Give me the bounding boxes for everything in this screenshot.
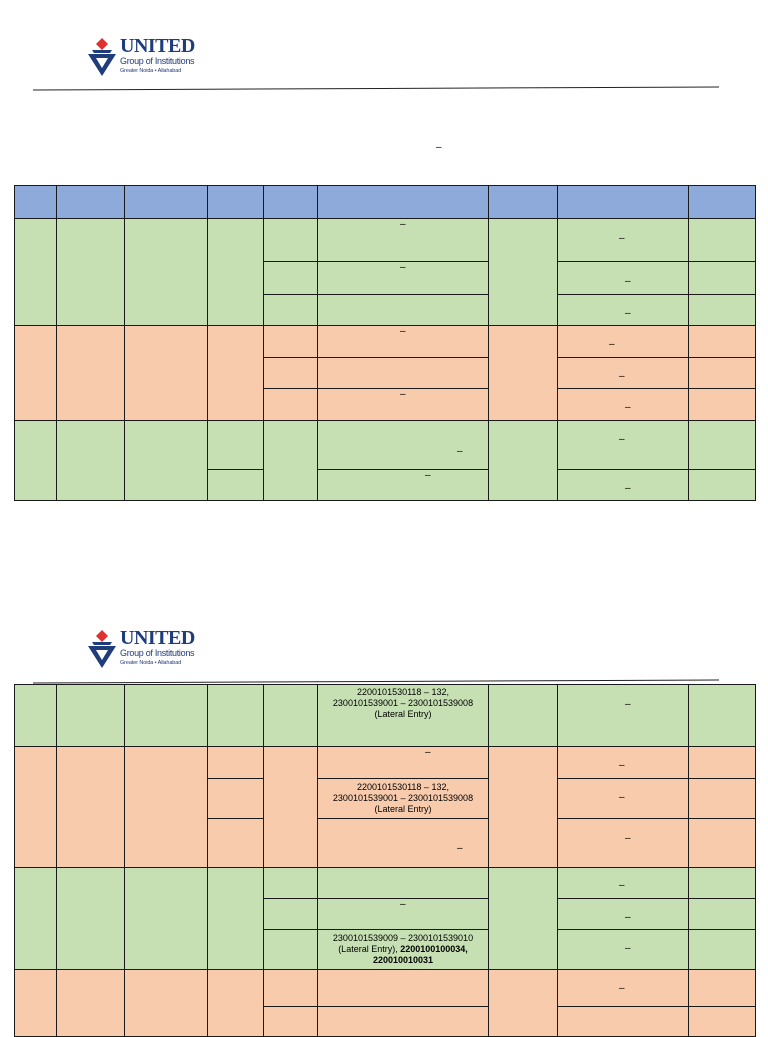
logo-locations: Greater Noida • Allahabad <box>120 68 182 74</box>
dash-mark: – <box>400 389 406 400</box>
header-cell <box>208 186 264 219</box>
header-cell <box>318 186 489 219</box>
dash-mark: – <box>400 326 406 337</box>
logo-name: UNITED <box>120 627 195 649</box>
roll-range-a: 2200101530118 – 132, <box>357 782 449 792</box>
dash-mark: – <box>619 760 625 771</box>
table-row <box>15 421 756 470</box>
logo-subtitle: Group of Institutions <box>120 56 195 66</box>
dash-mark: – <box>625 912 631 923</box>
roll-range-b: 2300101539001 – 2300101539008 <box>332 793 474 803</box>
header-cell <box>264 186 318 219</box>
dash-mark: – <box>400 219 406 230</box>
dash-mark: – <box>625 402 631 413</box>
dash-mark: – <box>400 262 406 273</box>
title-dash: – <box>436 142 442 153</box>
dash-mark: – <box>625 699 631 710</box>
header-cell <box>489 186 558 219</box>
institution-logo <box>86 627 195 672</box>
bold-roll-b: 220010010031 <box>372 955 434 965</box>
dash-mark: – <box>625 833 631 844</box>
dash-mark: – <box>457 843 463 854</box>
roll-range-c: 2300101539009 – 2300101539010 <box>332 933 474 943</box>
table-row <box>15 685 756 747</box>
dash-mark: – <box>619 434 625 445</box>
dash-mark: – <box>625 308 631 319</box>
dash-mark: – <box>619 880 625 891</box>
logo-name: UNITED <box>120 35 195 57</box>
dash-mark: – <box>619 233 625 244</box>
dash-mark: – <box>625 943 631 954</box>
header-cell <box>15 186 57 219</box>
dash-mark: – <box>609 339 615 350</box>
logo-locations: Greater Noida • Allahabad <box>120 660 182 666</box>
dash-mark: – <box>400 899 406 910</box>
table-row <box>15 747 756 779</box>
logo-emblem-icon <box>86 628 120 670</box>
schedule-table-page1 <box>14 185 756 501</box>
dash-mark: – <box>619 371 625 382</box>
lateral-entry-note: (Lateral Entry) <box>374 709 432 719</box>
dash-mark: – <box>619 983 625 994</box>
header-divider <box>33 87 719 91</box>
table-row <box>15 868 756 899</box>
table-row <box>15 970 756 1007</box>
dash-mark: – <box>625 483 631 494</box>
table-row <box>15 219 756 262</box>
header-cell <box>125 186 208 219</box>
dash-mark: – <box>425 470 431 481</box>
table-header-row <box>15 186 756 219</box>
logo-subtitle: Group of Institutions <box>120 648 195 658</box>
table-row <box>15 326 756 358</box>
dash-mark: – <box>619 792 625 803</box>
dash-mark: – <box>425 747 431 758</box>
roll-range-a: 2200101530118 – 132, <box>357 687 449 697</box>
institution-logo <box>86 35 195 80</box>
schedule-table-page2 <box>14 684 756 1037</box>
header-cell <box>558 186 689 219</box>
lateral-entry-note: (Lateral Entry) <box>374 804 432 814</box>
header-divider <box>33 680 719 684</box>
header-cell <box>57 186 125 219</box>
bold-roll-a: 2200100100034, <box>400 944 468 954</box>
lateral-entry-note: (Lateral Entry), <box>338 944 398 954</box>
header-cell <box>689 186 756 219</box>
dash-mark: – <box>457 446 463 457</box>
logo-emblem-icon <box>86 36 120 78</box>
roll-range-b: 2300101539001 – 2300101539008 <box>332 698 474 708</box>
dash-mark: – <box>625 276 631 287</box>
